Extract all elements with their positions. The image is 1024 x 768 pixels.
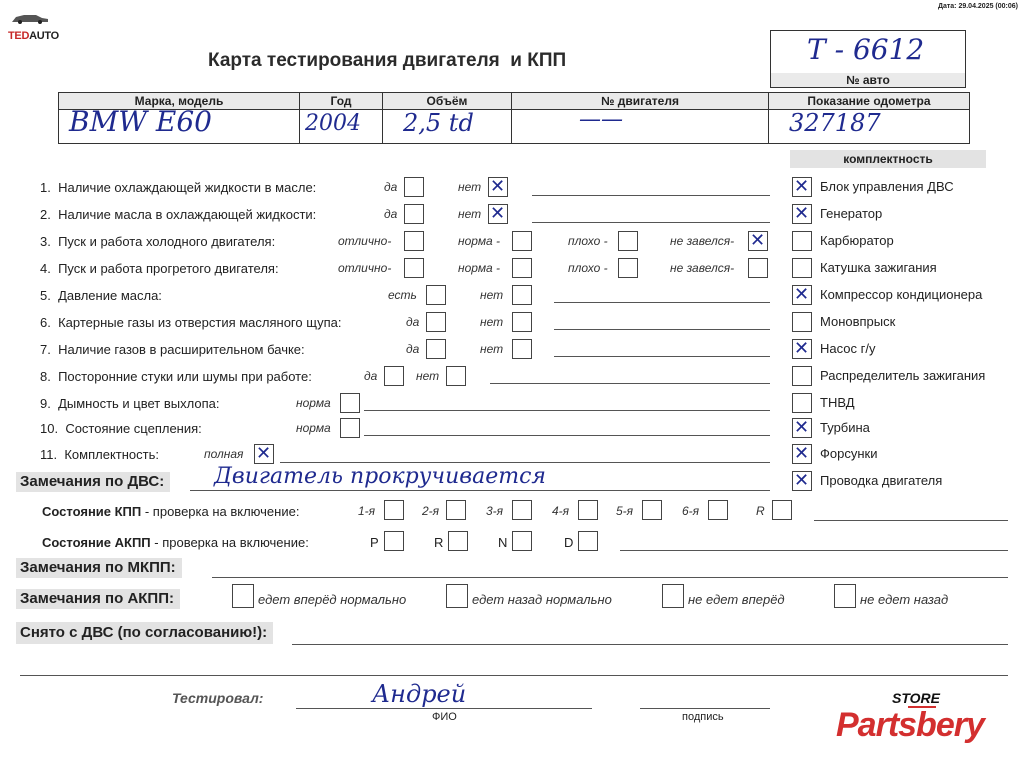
completeness-box-carburetor[interactable] [792,231,812,251]
completeness-label-distributor: Распределитель зажигания [820,368,986,383]
engine-remarks-label: Замечания по ДВС: [16,472,170,492]
akpp-gear-box[interactable] [512,531,532,551]
akpp-remarks-box-no-forward[interactable] [662,584,684,608]
completeness-box-injectors[interactable] [792,444,812,464]
check-8-opt-yes: да [364,369,378,383]
akpp-remarks-box-no-backward[interactable] [834,584,856,608]
tedauto-logo [4,10,64,42]
col-divider [511,93,512,143]
store-name: Partsbery [836,706,984,744]
kpp-gear-box[interactable] [578,500,598,520]
car-id-value: T - 6612 [807,33,925,66]
check-3-label: 3. Пуск и работа холодного двигателя: [40,234,276,249]
check-6-opt-yes: да [406,315,420,329]
completeness-label-injectors: Форсунки [820,446,878,461]
akpp-label: Состояние АКПП - проверка на включение: [42,535,309,550]
mkpp-remarks-label: Замечания по МКПП: [16,558,182,578]
check-2-opt-yes: да [384,207,398,221]
completeness-box-turbo[interactable] [792,418,812,438]
check-10-box-normal[interactable] [340,418,360,438]
col-divider [768,93,769,143]
akpp-gear-label: P [370,535,379,550]
engine-remarks-line [190,490,770,491]
check-4-opt-normal: норма - [458,261,501,275]
kpp-gear-label: R [756,504,765,518]
engine-remarks-value: Двигатель прокручивается [214,464,546,489]
check-5-opt-yes: есть [388,288,417,302]
removed-label: Снято с ДВС (по согласованию!): [16,622,273,644]
check-4-opt-excellent: отлично- [338,261,392,275]
completeness-label-ecu: Блок управления ДВС [820,179,954,194]
check-10-opt-normal: норма [296,421,331,435]
completeness-label-power-steering-pump: Насос г/у [820,341,876,356]
akpp-remarks-box-forward-ok[interactable] [232,584,254,608]
check-2-box-yes[interactable] [404,204,424,224]
check-8-opt-no: нет [416,369,440,383]
tested-name: Андрей [372,680,467,708]
check-mark-icon: ✕ [794,470,810,491]
check-1-box-no[interactable] [488,177,508,197]
check-2-opt-no: нет [458,207,482,221]
completeness-label-wiring: Проводка двигателя [820,473,943,488]
signature-caption: подпись [682,711,724,723]
value-volume: 2,5 td [403,109,474,137]
check-5-label: 5. Давление масла: [40,288,162,303]
check-7-label: 7. Наличие газов в расширительном бачке: [40,342,305,357]
check-3-box-bad[interactable] [618,231,638,251]
check-1-label: 1. Наличие охлаждающей жидкости в масле: [40,180,317,195]
check-11-box-full[interactable] [254,444,274,464]
check-7-line [554,356,770,357]
check-mark-icon: ✕ [256,443,272,464]
akpp-remarks-opt-no-forward: не едет вперёд [688,592,785,607]
akpp-remarks-opt-backward-ok: едет назад нормально [472,592,612,607]
removed-line [292,644,1008,645]
col-header-volume: Объём [383,93,511,110]
completeness-label-injection-pump: ТНВД [820,395,855,410]
check-8-line [490,383,770,384]
check-9-box-normal[interactable] [340,393,360,413]
kpp-label: Состояние КПП - проверка на включение: [42,504,300,519]
kpp-gear-box[interactable] [384,500,404,520]
value-year: 2004 [305,111,361,136]
completeness-box-ignition-coil[interactable] [792,258,812,278]
tested-name-line [296,708,592,709]
completeness-header: комплектность [790,150,986,168]
check-mark-icon: ✕ [794,176,810,197]
check-3-opt-bad: плохо - [568,234,608,248]
col-header-odometer: Показание одометра [769,93,969,110]
akpp-remarks-label: Замечания по АКПП: [16,589,180,609]
kpp-gear-box[interactable] [446,500,466,520]
check-mark-icon: ✕ [794,443,810,464]
tested-name-caption: ФИО [432,711,457,723]
car-icon [10,12,50,24]
car-id-label: № авто [771,73,965,87]
check-7-opt-yes: да [406,342,420,356]
logo-text: TEDAUTO [8,30,59,42]
check-6-label: 6. Картерные газы из отверстия масляного щупа: [40,315,342,330]
check-4-opt-not-started: не завелся- [670,261,735,275]
partsbery-logo [836,690,1006,746]
value-model: BMW E60 [69,105,212,138]
tested-label: Тестировал: [172,690,264,706]
check-1-line [532,195,770,196]
check-11-line [280,462,770,463]
check-4-label: 4. Пуск и работа прогретого двигателя: [40,261,279,276]
completeness-box-injection-pump[interactable] [792,393,812,413]
vehicle-info-table [58,92,970,144]
store-label: STORE [892,690,940,706]
check-6-box-yes[interactable] [426,312,446,332]
akpp-line [620,550,1008,551]
check-3-opt-not-started: не завелся- [670,234,735,248]
col-divider [382,93,383,143]
value-odometer: 327187 [789,109,881,137]
completeness-label-turbo: Турбина [820,420,870,435]
kpp-gear-box[interactable] [512,500,532,520]
akpp-gear-box[interactable] [578,531,598,551]
akpp-gear-label: D [564,535,574,550]
check-mark-icon: ✕ [794,284,810,305]
akpp-gear-label: R [434,535,444,550]
check-3-box-not-started[interactable] [748,231,768,251]
kpp-gear-label: 3-я [486,504,504,518]
check-2-box-no[interactable] [488,204,508,224]
check-10-line [364,435,770,436]
kpp-gear-label: 2-я [422,504,440,518]
completeness-box-distributor[interactable] [792,366,812,386]
completeness-label-ignition-coil: Катушка зажигания [820,260,937,275]
check-5-box-no[interactable] [512,285,532,305]
check-7-box-yes[interactable] [426,339,446,359]
akpp-gear-box[interactable] [384,531,404,551]
completeness-box-wiring[interactable] [792,471,812,491]
check-10-label: 10. Состояние сцепления: [40,421,202,436]
check-9-line [364,410,770,411]
check-mark-icon: ✕ [490,203,506,224]
completeness-box-ac-compressor[interactable] [792,285,812,305]
col-divider [299,93,300,143]
check-6-box-no[interactable] [512,312,532,332]
akpp-remarks-opt-no-backward: не едет назад [860,592,949,607]
value-engine-no: —— [579,107,623,132]
akpp-gear-label: N [498,535,508,550]
kpp-gear-box[interactable] [642,500,662,520]
check-9-label: 9. Дымность и цвет выхлопа: [40,396,220,411]
akpp-remarks-opt-forward-ok: едет вперёд нормально [258,592,407,607]
check-mark-icon: ✕ [750,230,766,251]
check-8-label: 8. Посторонние стуки или шумы при работе: [40,369,312,384]
kpp-gear-label: 4-я [552,504,570,518]
completeness-label-generator: Генератор [820,206,883,221]
completeness-label-ac-compressor: Компрессор кондиционера [820,287,983,302]
col-header-engine-no: № двигателя [512,93,768,110]
kpp-gear-box[interactable] [708,500,728,520]
check-1-opt-yes: да [384,180,398,194]
check-mark-icon: ✕ [794,203,810,224]
check-mark-icon: ✕ [490,176,506,197]
completeness-label-carburetor: Карбюратор [820,233,894,248]
check-5-box-yes[interactable] [426,285,446,305]
kpp-gear-box[interactable] [772,500,792,520]
blank-line [20,675,1008,676]
check-6-line [554,329,770,330]
check-9-opt-normal: норма [296,396,331,410]
completeness-box-mono-injection[interactable] [792,312,812,332]
akpp-remarks-box-backward-ok[interactable] [446,584,468,608]
check-4-box-bad[interactable] [618,258,638,278]
completeness-label-mono-injection: Моновпрыск [820,314,896,329]
check-4-box-not-started[interactable] [748,258,768,278]
check-8-box-yes[interactable] [384,366,404,386]
check-3-box-excellent[interactable] [404,231,424,251]
check-3-opt-normal: норма - [458,234,501,248]
completeness-box-ecu[interactable] [792,177,812,197]
mkpp-remarks-line [212,577,1008,578]
akpp-gear-box[interactable] [448,531,468,551]
check-11-label: 11. Комплектность: [40,447,159,462]
col-header-year: Год [300,93,382,110]
check-3-box-normal[interactable] [512,231,532,251]
signature-line [640,708,770,709]
check-6-opt-no: нет [480,315,504,329]
car-id-box [770,30,966,88]
kpp-line [814,520,1008,521]
check-1-opt-no: нет [458,180,482,194]
check-4-box-normal[interactable] [512,258,532,278]
document-title: Карта тестирования двигателя и КПП [208,50,567,71]
check-7-opt-no: нет [480,342,504,356]
kpp-gear-label: 1-я [358,504,376,518]
kpp-gear-label: 6-я [682,504,700,518]
check-8-box-no[interactable] [446,366,466,386]
check-2-line [532,222,770,223]
check-5-line [554,302,770,303]
kpp-gear-label: 5-я [616,504,634,518]
check-7-box-no[interactable] [512,339,532,359]
check-4-opt-bad: плохо - [568,261,608,275]
check-mark-icon: ✕ [794,417,810,438]
check-mark-icon: ✕ [794,338,810,359]
check-2-label: 2. Наличие масла в охлаждающей жидкости: [40,207,317,222]
col-header-model: Марка, модель [59,93,299,110]
check-4-box-excellent[interactable] [404,258,424,278]
check-1-box-yes[interactable] [404,177,424,197]
check-5-opt-no: нет [480,288,504,302]
print-date: Дата: 29.04.2025 (00:06) [937,3,1018,10]
completeness-box-power-steering-pump[interactable] [792,339,812,359]
completeness-box-generator[interactable] [792,204,812,224]
check-11-opt-full: полная [204,447,244,461]
check-3-opt-excellent: отлично- [338,234,392,248]
